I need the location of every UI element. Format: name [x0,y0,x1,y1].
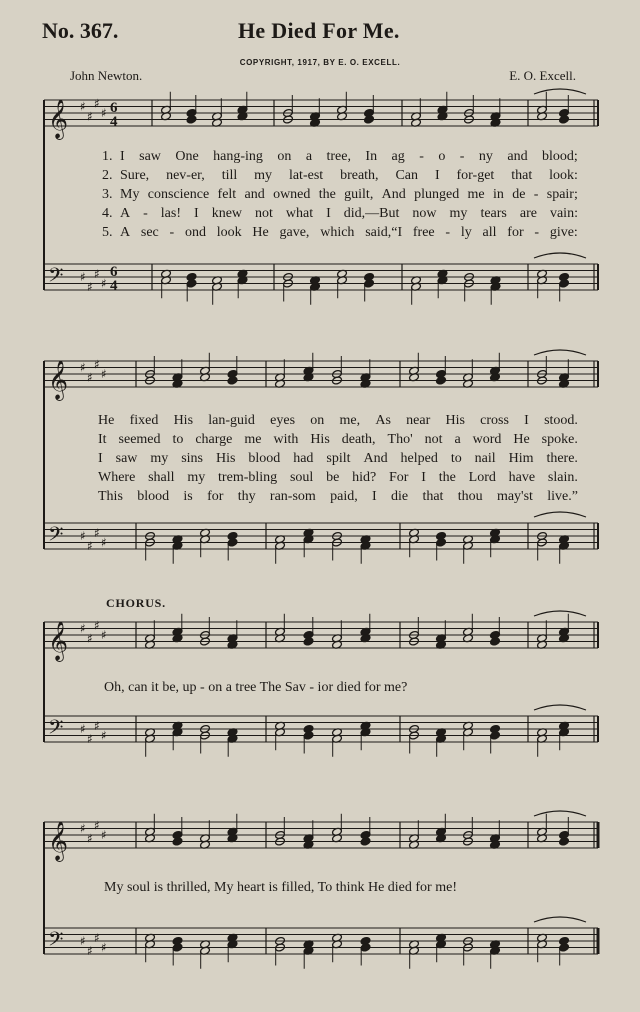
chorus-text: My soul is thrilled, My heart is filled, To think He died for me! [104,880,457,895]
composer-credit: E. O. Excell. [509,68,576,83]
sharp-sign: ♯ [94,818,100,833]
fermata [534,89,586,94]
note-head [436,538,447,547]
sharp-sign: ♯ [80,821,86,836]
fermata [534,811,586,816]
bass-clef: 𝄢 [48,263,64,292]
verse-line [0,187,640,205]
sharp-sign: ♯ [80,99,86,114]
note-head [172,943,183,952]
fermata [534,705,586,710]
verse-line [0,206,640,224]
note-head [559,115,570,124]
verse-line [0,470,640,488]
verse-line [0,489,640,507]
verse-line [0,149,640,167]
sharp-sign: ♯ [87,943,93,958]
bass-clef: 𝄢 [48,522,64,551]
fermata [534,512,586,517]
chorus-label: CHORUS. [106,596,166,610]
note-head [186,279,197,288]
verse-number: 2. [102,168,113,183]
verse-text: Sure, nev-er, till my lat-est breath, Can I for-get that look: [120,168,578,183]
time-signature-bottom: 4 [110,278,118,294]
sharp-sign: ♯ [94,525,100,540]
sharp-sign: ♯ [101,940,107,955]
verse-text: I saw my sins His blood had spilt And helped to nail Him there. [98,451,578,466]
sharp-sign: ♯ [101,106,107,120]
sharp-sign: ♯ [87,279,93,294]
sharp-sign: ♯ [87,538,93,553]
note-head [364,115,375,124]
note-head [172,837,183,846]
sharp-sign: ♯ [101,628,107,642]
note-head [490,637,501,646]
verse-text: It seemed to charge me with His death, Tho' not a word He spoke. [98,432,578,447]
treble-clef: 𝄞 [48,360,69,400]
sharp-sign: ♯ [101,276,107,291]
time-signature-top: 6 [110,100,118,116]
sharp-sign: ♯ [94,266,100,281]
sharp-sign: ♯ [94,618,100,633]
sharp-sign: ♯ [87,631,93,646]
treble-clef: 𝄞 [48,821,69,861]
verse-line [0,432,640,450]
chorus-text: Oh, can it be, up - on a tree The Sav - ior died for me? [104,680,408,695]
note-head [227,538,238,547]
bass-clef: 𝄢 [48,715,64,744]
verse-number: 3. [102,187,113,202]
sharp-sign: ♯ [101,535,107,550]
time-signature-bottom: 4 [110,114,118,130]
fermata [534,917,586,922]
verse-text: This blood is for thy ran-som paid, I die that thou may'st live.” [98,489,578,504]
verse-text: I saw One hang-ing on a tree, In ag - o - ny and blood; [120,149,578,164]
fermata [534,611,586,616]
verse-number: 4. [102,206,113,221]
note-head [360,943,371,952]
verse-text: A - las! I knew not what I did,—But now my tears are vain: [120,206,578,221]
note-head [364,279,375,288]
verse-line [0,413,640,431]
treble-clef: 𝄞 [48,99,69,139]
sharp-sign: ♯ [101,828,107,842]
verse-text: My conscience felt and owned the guilt, And plunged me in de - spair; [120,187,578,202]
copyright-notice: COPYRIGHT, 1917, BY E. O. EXCELL. [239,58,401,67]
verse-line [0,451,640,469]
sharp-sign: ♯ [87,370,93,385]
sharp-sign: ♯ [80,360,86,375]
note-head [303,637,314,646]
fermata [534,253,586,258]
time-signature-top: 6 [110,264,118,280]
sharp-sign: ♯ [94,930,100,945]
verse-text: He fixed His lan-guid eyes on me, As near His cross I stood. [98,413,578,428]
sharp-sign: ♯ [87,731,93,746]
hymn-title: He Died For Me. [238,18,400,43]
note-head [227,376,238,385]
sharp-sign: ♯ [94,96,100,111]
sharp-sign: ♯ [87,831,93,846]
sharp-sign: ♯ [80,934,86,948]
note-head [559,943,570,952]
verse-number: 5. [102,225,113,240]
verse-text: Where shall my trem-bling soul be hid? For I the Lord have slain. [98,470,578,485]
sharp-sign: ♯ [80,621,86,636]
verse-number: 1. [102,149,113,164]
note-head [436,376,447,385]
sharp-sign: ♯ [80,722,86,736]
lyricist-credit: John Newton. [70,68,143,83]
sharp-sign: ♯ [101,728,107,743]
sharp-sign: ♯ [94,357,100,372]
treble-clef: 𝄞 [48,621,69,661]
note-head [559,279,570,288]
sharp-sign: ♯ [101,367,107,381]
note-head [559,837,570,846]
verse-line [0,168,640,186]
fermata [534,350,586,355]
note-head [360,837,371,846]
chorus-line [0,680,640,698]
verse-text: A sec - ond look He gave, which said,“I free - ly all for - give: [120,225,578,240]
hymn-number: No. 367. [42,18,119,43]
bass-clef: 𝄢 [48,927,64,956]
note-head [186,115,197,124]
sharp-sign: ♯ [94,718,100,733]
verse-line [0,225,640,243]
chorus-line [0,880,640,898]
sharp-sign: ♯ [80,529,86,543]
note-head [303,731,314,740]
sharp-sign: ♯ [80,270,86,284]
note-head [490,731,501,740]
sharp-sign: ♯ [87,109,93,124]
